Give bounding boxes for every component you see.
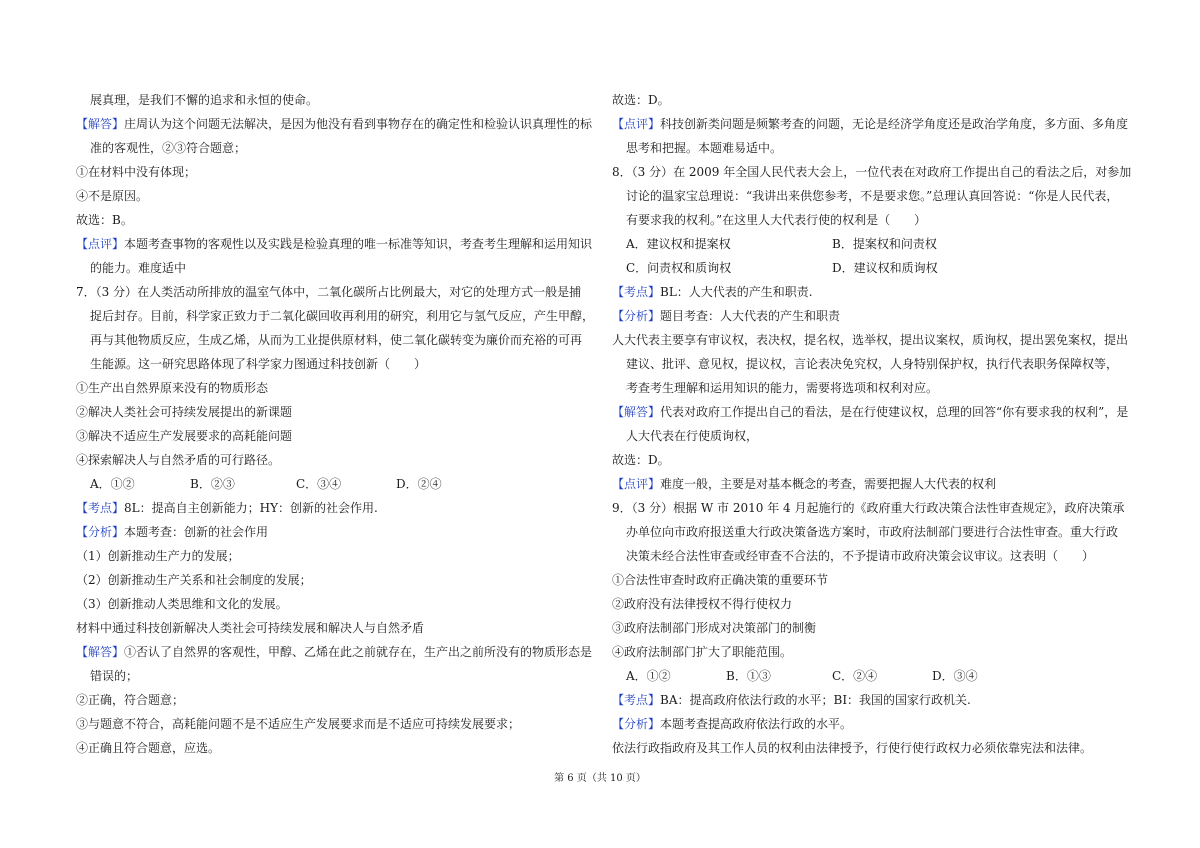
option-a: A．①② bbox=[90, 477, 135, 491]
statement-line: ④政府法制部门扩大了职能范围。 bbox=[612, 645, 793, 659]
text-line: 建议、批评、意见权，提议权，言论表决免究权，人身特别保护权，执行代表职务保障权等， bbox=[626, 357, 1119, 371]
analysis-text: 题目考查：人大代表的产生和职责 bbox=[660, 309, 841, 323]
keypoint-text: BA：提高政府依法行政的水平；BI：我国的国家行政机关. bbox=[660, 693, 971, 707]
keypoint-tag: 【考点】 bbox=[612, 693, 661, 707]
option-b: B．提案权和问责权 bbox=[832, 237, 937, 251]
analysis-text: 本题考查提高政府依法行政的水平。 bbox=[660, 717, 853, 731]
text-line: 人大代表主要享有审议权，表决权，提名权，选举权，提出议案权，质询权，提出罢免案权，提出 bbox=[612, 333, 1129, 347]
text-line: 捉后封存。目前，科学家正致力于二氧化碳回收再利用的研究，利用它与氢气反应，产生甲醇， bbox=[90, 309, 595, 323]
answer-text: 庄周认为这个问题无法解决，是因为他没有看到事物存在的确定性和检验认识真理性的标 bbox=[124, 117, 593, 131]
text-line: 的能力。难度适中 bbox=[90, 261, 187, 275]
analysis-line bbox=[76, 524, 268, 540]
comment-tag: 【点评】 bbox=[76, 237, 125, 251]
option-b: B．①③ bbox=[726, 669, 771, 683]
answer-line bbox=[76, 116, 592, 132]
text-line: 再与其他物质反应，生成乙烯，从而为工业提供原材料，使二氧化碳转变为廉价而充裕的可再 bbox=[90, 333, 583, 347]
answer-text: 代表对政府工作提出自己的看法，是在行使建议权，总理的回答“你有要求我的权利”，是 bbox=[660, 405, 1129, 419]
text-line: 考查考生理解和运用知识的能力，需要将选项和权利对应。 bbox=[626, 381, 939, 395]
text-line: 材料中通过科技创新解决人类社会可持续发展和解决人与自然矛盾 bbox=[76, 621, 425, 635]
analysis-line bbox=[612, 308, 840, 324]
option-d: D．②④ bbox=[396, 477, 442, 491]
text-line: （1）创新推动生产力的发展； bbox=[76, 549, 240, 563]
keypoint-line bbox=[612, 284, 813, 300]
analysis-tag: 【分析】 bbox=[76, 525, 125, 539]
keypoint-line bbox=[76, 500, 378, 516]
option-c: C．③④ bbox=[296, 477, 342, 491]
keypoint-tag: 【考点】 bbox=[76, 501, 125, 515]
text-line: ④正确且符合题意，应选。 bbox=[76, 741, 221, 755]
text-line: 生能源。这一研究思路体现了科学家力图通过科技创新（ ） bbox=[90, 357, 427, 371]
comment-line bbox=[612, 116, 1128, 132]
page-footer: 第 6 页（共 10 页） bbox=[554, 773, 646, 784]
statement-line: ③解决不适应生产发展要求的高耗能问题 bbox=[76, 429, 293, 443]
question-9-line: 9．（3 分）根据 W 市 2010 年 4 月起施行的《政府重大行政决策合法性审查规定》，政府决策承 bbox=[612, 501, 1125, 515]
analysis-line bbox=[612, 716, 852, 732]
text-line: 决策未经合法性审查或经审查不合法的，不予提请市政府决策会议审议。这表明（ ） bbox=[626, 549, 1095, 563]
option-a: A．①② bbox=[626, 669, 671, 683]
comment-tag: 【点评】 bbox=[612, 477, 661, 491]
analysis-tag: 【分析】 bbox=[612, 717, 661, 731]
statement-line: ①合法性审查时政府正确决策的重要环节 bbox=[612, 573, 829, 587]
answer-tag: 【解答】 bbox=[76, 117, 125, 131]
comment-text: 科技创新类问题是频繁考查的问题，无论是经济学角度还是政治学角度，多方面、多角度 bbox=[660, 117, 1129, 131]
option-d: D．③④ bbox=[932, 669, 978, 683]
text-line: 故选：D。 bbox=[612, 93, 670, 107]
answer-tag: 【解答】 bbox=[612, 405, 661, 419]
text-line: 思考和把握。本题难易适中。 bbox=[626, 141, 783, 155]
options-row bbox=[76, 476, 604, 492]
text-line: 展真理，是我们不懈的追求和永恒的使命。 bbox=[90, 93, 319, 107]
text-line: 依法行政指政府及其工作人员的权利由法律授予，行使行使行政权力必须依靠宪法和法律。 bbox=[612, 741, 1093, 755]
analysis-text: 本题考查：创新的社会作用 bbox=[124, 525, 269, 539]
statement-line: ②政府没有法律授权不得行使权力 bbox=[612, 597, 793, 611]
text-line: 错误的； bbox=[90, 669, 139, 683]
text-line: ④不是原因。 bbox=[76, 189, 149, 203]
answer-line bbox=[76, 644, 592, 660]
option-d: D．建议权和质询权 bbox=[832, 261, 938, 275]
analysis-tag: 【分析】 bbox=[612, 309, 661, 323]
text-line: ③与题意不符合，高耗能问题不是不适应生产发展要求而是不适应可持续发展要求； bbox=[76, 717, 521, 731]
text-line: 办单位向市政府报送重大行政决策备选方案时，市政府法制部门要进行合法性审查。重大行政 bbox=[626, 525, 1119, 539]
option-b: B．②③ bbox=[190, 477, 235, 491]
comment-text: 本题考查事物的客观性以及实践是检验真理的唯一标准等知识，考查考生理解和运用知识 bbox=[124, 237, 593, 251]
comment-line bbox=[612, 476, 996, 492]
statement-line: ④探索解决人与自然矛盾的可行路径。 bbox=[76, 453, 281, 467]
options-row bbox=[612, 668, 1140, 684]
keypoint-text: 8L：提高自主创新能力；HY：创新的社会作用. bbox=[124, 501, 378, 515]
answer-text: ①否认了自然界的客观性，甲醇、乙烯在此之前就存在，生产出之前所没有的物质形态是 bbox=[124, 645, 593, 659]
option-a: A．建议权和提案权 bbox=[626, 237, 731, 251]
answer-tag: 【解答】 bbox=[76, 645, 125, 659]
options-row bbox=[612, 260, 1140, 276]
statement-line: ①生产出自然界原来没有的物质形态 bbox=[76, 381, 269, 395]
options-row bbox=[612, 236, 1140, 252]
comment-text: 难度一般，主要是对基本概念的考查，需要把握人大代表的权利 bbox=[660, 477, 997, 491]
option-c: C．问责权和质询权 bbox=[626, 261, 732, 275]
keypoint-text: BL：人大代表的产生和职责. bbox=[660, 285, 813, 299]
text-line: （2）创新推动生产关系和社会制度的发展； bbox=[76, 573, 312, 587]
text-line: （3）创新推动人类思维和文化的发展。 bbox=[76, 597, 288, 611]
text-line: ①在材料中没有体现； bbox=[76, 165, 197, 179]
text-line: 故选：B。 bbox=[76, 213, 133, 227]
comment-tag: 【点评】 bbox=[612, 117, 661, 131]
question-7-line: 7．（3 分）在人类活动所排放的温室气体中，二氧化碳所占比例最大，对它的处理方式一般是捕 bbox=[76, 285, 582, 299]
statement-line: ②解决人类社会可持续发展提出的新课题 bbox=[76, 405, 293, 419]
text-line: 故选：D。 bbox=[612, 453, 670, 467]
option-c: C．②④ bbox=[832, 669, 878, 683]
text-line: 准的客观性，②③符合题意； bbox=[90, 141, 247, 155]
question-8-line: 8．（3 分）在 2009 年全国人民代表大会上，一位代表在对政府工作提出自己的看法之后，对参加 bbox=[612, 165, 1132, 179]
keypoint-tag: 【考点】 bbox=[612, 285, 661, 299]
text-line: 有要求我的权利。”在这里人大代表行使的权利是（ ） bbox=[626, 213, 927, 227]
text-line: ②正确，符合题意； bbox=[76, 693, 185, 707]
comment-line bbox=[76, 236, 592, 252]
keypoint-line bbox=[612, 692, 971, 708]
text-line: 人大代表在行使质询权， bbox=[626, 429, 759, 443]
text-line: 讨论的温家宝总理说：“我讲出来供您参考，不是要求您。”总理认真回答说：“你是人民代表， bbox=[626, 189, 1119, 203]
statement-line: ③政府法制部门形成对决策部门的制衡 bbox=[612, 621, 817, 635]
answer-line bbox=[612, 404, 1128, 420]
